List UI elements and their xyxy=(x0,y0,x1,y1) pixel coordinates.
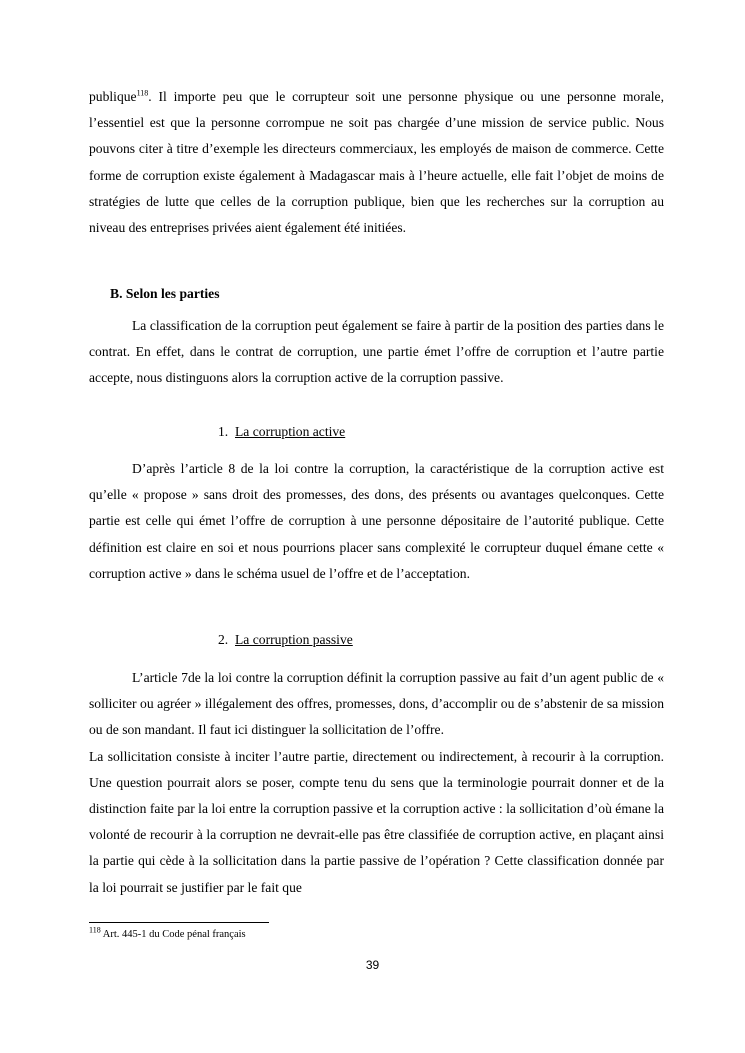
subheading-2-number: 2. xyxy=(218,632,229,647)
footnote xyxy=(89,925,246,940)
subheading-1-title: La corruption active xyxy=(235,424,346,439)
footnote-reference[interactable]: 118 xyxy=(136,88,149,98)
paragraph-4-block xyxy=(89,665,664,901)
section-heading-b: B. Selon les parties xyxy=(110,286,220,301)
subheading-2-title: La corruption passive xyxy=(235,632,353,647)
paragraph-5: La sollicitation consiste à inciter l’autre partie, directement ou indirectement, à recourir à la corruption. Une question pourrait alors se poser, compte tenu du sens que la terminologie pourrait donner et de la distinction faite par la loi entre la corruption passive et la corruption active : la sollicitation d’où émane la volonté de recourir à la corruption ne devrait-elle pas être classifiée de corruption active, en plaçant ainsi la partie qui cède à la sollicitation dans la partie passive de l’opération ? Cette classification donnée par la loi pourrait se justifier par le fait que xyxy=(89,748,664,895)
paragraph-4: L’article 7de la loi contre la corruption définit la corruption passive au fait d’un agent public de « solliciter ou agréer » illégalement des offres, promesses, dons, d’accomplir ou de s’abstenir de sa mission ou de son mandant. Il faut ici distinguer la sollicitation de l’offre. xyxy=(89,670,664,738)
paragraph-1 xyxy=(89,84,664,241)
subheading-1-number: 1. xyxy=(218,424,229,439)
subheading-1 xyxy=(218,424,345,440)
paragraph-1-block xyxy=(89,84,664,241)
paragraph-2: La classification de la corruption peut également se faire à partir de la position des parties dans le contrat. En effet, dans le contrat de corruption, une partie émet l’offre de corruption et l’autre partie accepte, nous distinguons alors la corruption active de la corruption passive. xyxy=(89,318,664,386)
subheading-2 xyxy=(218,632,353,648)
footnote-separator xyxy=(89,922,269,923)
footnote-text: Art. 445-1 du Code pénal français xyxy=(100,929,246,940)
paragraph-3: D’après l’article 8 de la loi contre la corruption, la caractéristique de la corruption active est qu’elle « propose » sans droit des promesses, des dons, des présents ou avantages quelconques. Cette partie est celle qui émet l’offre de corruption à une personne dépositaire de l’autorité publique. Cette définition est claire en soi et nous pourrions placer sans complexité le corrupteur duquel émane cette « corruption active » dans le schéma usuel de l’offre et de l’acceptation. xyxy=(89,461,664,581)
paragraph-1-rest: . Il importe peu que le corrupteur soit une personne physique ou une personne morale, l’essentiel est que la personne corrompue ne soit pas chargée d’une mission de service public. Nous pouvons citer à titre d’exemple les directeurs commerciaux, les employés de maison de commerce. Cette forme de corruption existe également à Madagascar mais à l’heure actuelle, elle fait l’objet de moins de stratégies de lutte que celles de la corruption publique, bien que les recherches sur la corruption au niveau des entreprises privées aient également été initiées. xyxy=(89,89,664,236)
footnote-number: 118 xyxy=(89,925,101,935)
paragraph-1-start: publique xyxy=(89,89,137,104)
page-number: 39 xyxy=(365,958,380,972)
paragraph-3-block xyxy=(89,456,664,587)
paragraph-2-block xyxy=(89,313,664,392)
